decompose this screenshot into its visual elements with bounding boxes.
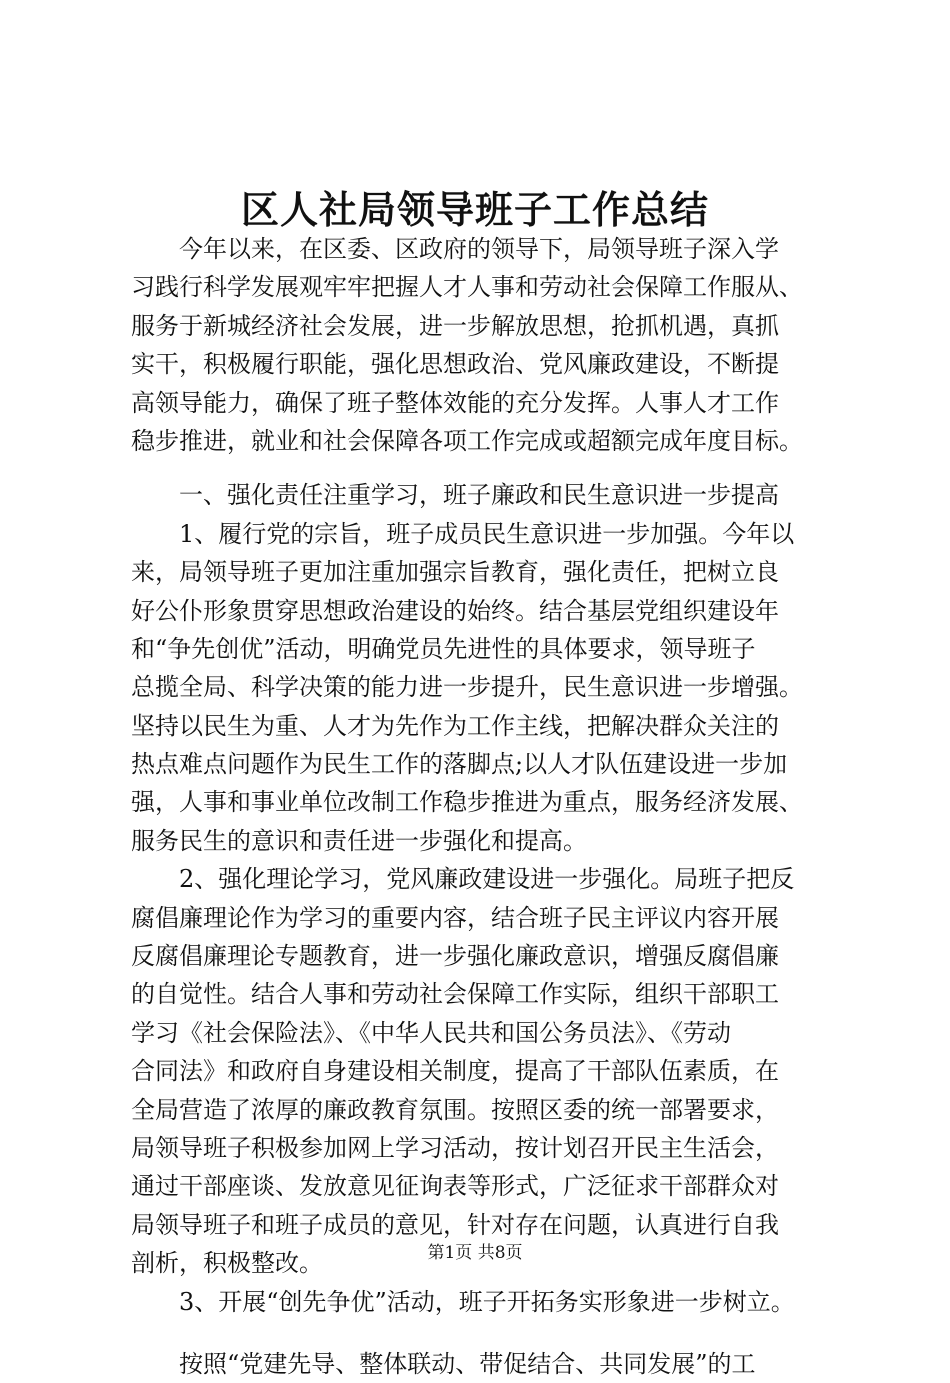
body-line: 和“争先创优”活动，明确党员先进性的具体要求，领导班子 [131, 634, 756, 663]
body-line: 剖析，积极整改。 [131, 1249, 323, 1278]
body-line: 通过干部座谈、发放意见征询表等形式，广泛征求干部群众对 [131, 1172, 779, 1201]
paragraph-gap [131, 460, 841, 476]
body-line: 实干，积极履行职能，强化思想政治、党风廉政建设，不断提 [131, 350, 779, 379]
body-line: 局领导班子积极参加网上学习活动，按计划召开民主生活会， [131, 1133, 779, 1162]
body-line: 稳步推进，就业和社会保障各项工作完成或超额完成年度目标。 [131, 426, 803, 455]
body-line: 按照“党建先导、整体联动、带促结合、共同发展”的工 [131, 1349, 756, 1378]
body-line: 1、履行党的宗旨，班子成员民生意识进一步加强。今年以 [131, 519, 795, 548]
body-line: 服务民生的意识和责任进一步强化和提高。 [131, 826, 587, 855]
body-line: 2、强化理论学习，党风廉政建设进一步强化。局班子把反 [131, 865, 795, 894]
body-line: 坚持以民生为重、人才为先作为工作主线，把解决群众关注的 [131, 711, 779, 740]
body-line: 反腐倡廉理论专题教育，进一步强化廉政意识，增强反腐倡廉 [131, 942, 779, 971]
body-line: 高领导能力，确保了班子整体效能的充分发挥。人事人才工作 [131, 388, 779, 417]
body-line: 学习《社会保险法》、《中华人民共和国公务员法》、《劳动 [131, 1018, 731, 1047]
body-line: 好公仆形象贯穿思想政治建设的始终。结合基层党组织建设年 [131, 596, 779, 625]
page-number: 第1页 共8页 [427, 1243, 523, 1263]
document-title: 区人社局领导班子工作总结 [240, 187, 709, 232]
body-line: 热点难点问题作为民生工作的落脚点;以人才队伍建设进一步加 [131, 750, 788, 779]
body-line: 3、开展“创先争优”活动，班子开拓务实形象进一步树立。 [131, 1287, 795, 1316]
paragraph-gap [131, 1321, 841, 1345]
body-line: 来，局领导班子更加注重加强宗旨教育，强化责任，把树立良 [131, 558, 779, 587]
body-line: 合同法》和政府自身建设相关制度，提高了干部队伍素质，在 [131, 1057, 779, 1086]
body-line: 全局营造了浓厚的廉政教育氛围。按照区委的统一部署要求， [131, 1095, 779, 1124]
body-line: 服务于新城经济社会发展，进一步解放思想，抢抓机遇，真抓 [131, 311, 779, 340]
body-line: 局领导班子和班子成员的意见，针对存在问题，认真进行自我 [131, 1210, 779, 1239]
body-line: 总揽全局、科学决策的能力进一步提升，民生意识进一步增强。 [131, 673, 803, 702]
document-body [131, 230, 841, 1383]
body-line: 强，人事和事业单位改制工作稳步推进为重点，服务经济发展、 [131, 788, 803, 817]
body-line: 习践行科学发展观牢牢把握人才人事和劳动社会保障工作服从、 [131, 273, 803, 302]
body-line: 腐倡廉理论作为学习的重要内容，结合班子民主评议内容开展 [131, 903, 779, 932]
body-line: 今年以来，在区委、区政府的领导下，局领导班子深入学 [131, 235, 779, 263]
section-heading: 一、强化责任注重学习，班子廉政和民生意识进一步提高 [131, 481, 779, 510]
body-line: 的自觉性。结合人事和劳动社会保障工作实际，组织干部职工 [131, 980, 779, 1009]
